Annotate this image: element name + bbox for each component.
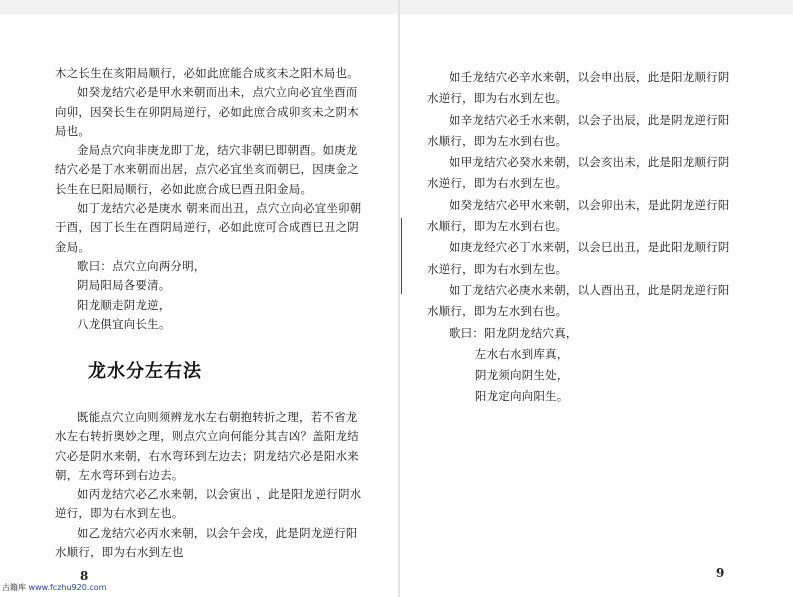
text-line: 金局点穴向非庚龙即丁龙，结穴非朝巳即朝酉。如庚龙 <box>77 143 358 158</box>
text-line: 歌曰：点穴立向两分明， <box>77 258 206 273</box>
text-line: 如癸龙结穴必是甲水来朝而出未，点穴立向必宜坐酉而 <box>77 85 358 100</box>
text-line: 如乙龙结穴必丙水来朝，以会午会戌，此是阴龙逆行阳 <box>77 525 358 540</box>
text-line: 水顺行，即为右水到左也 <box>55 545 184 560</box>
text-line: 水顺行，即为左水到右也。 <box>427 219 568 234</box>
scan-edge-left <box>0 0 398 14</box>
text-line: 如丁龙结穴必是庚水 朝来而出丑，点穴立向必宜坐卯朝 <box>77 201 362 216</box>
scan-mark <box>401 218 402 294</box>
text-line: 于酉，因丁长生在酉阴局逆行，必如此庶可合成酉巳丑之阴 <box>55 220 359 235</box>
text-line: 水顺行，即为左水到右也。 <box>427 304 568 319</box>
text-line: 如癸龙结穴必甲水来朝，以会卯出未，是此阴龙逆行阳 <box>449 197 730 212</box>
text-line: 阳龙顺走阴龙逆， <box>77 297 171 312</box>
text-line: 长生在巳阳局顺行，必如此庶合成巳酉丑阳金局。 <box>55 181 313 196</box>
watermark-label: 古籍库 <box>2 583 26 592</box>
section-title: 龙水分左右法 <box>88 361 202 382</box>
left-page-text-top <box>55 64 362 334</box>
text-line: 如丙龙结穴必乙水来朝，以会寅出 ，此是阳龙逆行阴水 <box>77 487 362 502</box>
text-line: 阳龙定向向阳生。 <box>475 389 569 404</box>
text-line: 如甲龙结穴必癸水来朝，以会亥出未，此是阳龙顺行阴 <box>449 155 730 170</box>
page-number-right: 9 <box>716 566 725 580</box>
text-line: 阴龙须向阴生处， <box>475 368 569 383</box>
text-line: 木之长生在亥阳局顺行，必如此庶能合成亥未之阳木局也。 <box>55 66 359 80</box>
left-page-text-bottom <box>55 408 362 562</box>
text-line: 水逆行，即为右水到左也。 <box>427 261 568 276</box>
text-line: 既能点穴立向则须辨龙水左右朝抱转折之理，若不省龙 <box>77 410 358 424</box>
text-line: 朝，左水弯环到右边去。 <box>55 467 184 482</box>
scan-edge-right <box>400 0 793 14</box>
book-gutter <box>398 0 400 597</box>
text-line: 金局。 <box>55 239 91 254</box>
text-line: 穴必是阴水来朝，右水弯环到左边去；阴龙结穴必是阳水来 <box>55 448 359 463</box>
page-number-left: 8 <box>80 569 89 583</box>
right-page-text <box>427 67 730 408</box>
text-line: 向卯，因癸长生在卯阴局逆行，必如此庶合成卯亥未之阴木 <box>55 104 359 119</box>
text-line: 水顺行，即为左水到右也。 <box>427 133 568 148</box>
text-line: 结穴必是丁水来朝而出居，点穴必宜坐亥而朝巳，因庚金之 <box>55 162 359 177</box>
watermark-url[interactable]: www.fczhu920.com <box>28 583 107 592</box>
text-line: 水逆行，即为右水到左也。 <box>427 176 568 191</box>
text-line: 阴局阳局各要清。 <box>77 278 171 293</box>
text-line: 八龙俱宜向长生。 <box>77 316 171 331</box>
watermark <box>2 582 106 593</box>
text-line: 如壬龙结穴必辛水来朝，以会申出辰，此是阳龙顺行阴 <box>449 70 730 84</box>
text-line: 如庚龙经穴必丁水来朝，以会巳出丑，是此阳龙顺行阴 <box>449 240 730 255</box>
text-line: 歌曰：阳龙阴龙结穴真， <box>449 325 578 340</box>
text-line: 局也。 <box>55 123 91 138</box>
text-line: 水逆行，即为右水到左也。 <box>427 91 568 106</box>
text-line: 水左右转折奥妙之理，则点穴立向何能分其吉凶？盖阳龙结 <box>55 429 359 444</box>
text-line: 左水右水到库真， <box>475 346 569 361</box>
text-line: 如丁龙结穴必庚水来朝，以人酉出丑，此是阴龙逆行阳 <box>449 282 730 297</box>
text-line: 如辛龙结穴必壬水来朝，以会子出辰，此是阴龙逆行阳 <box>449 112 730 127</box>
text-line: 逆行，即为右水到左也。 <box>55 506 184 521</box>
